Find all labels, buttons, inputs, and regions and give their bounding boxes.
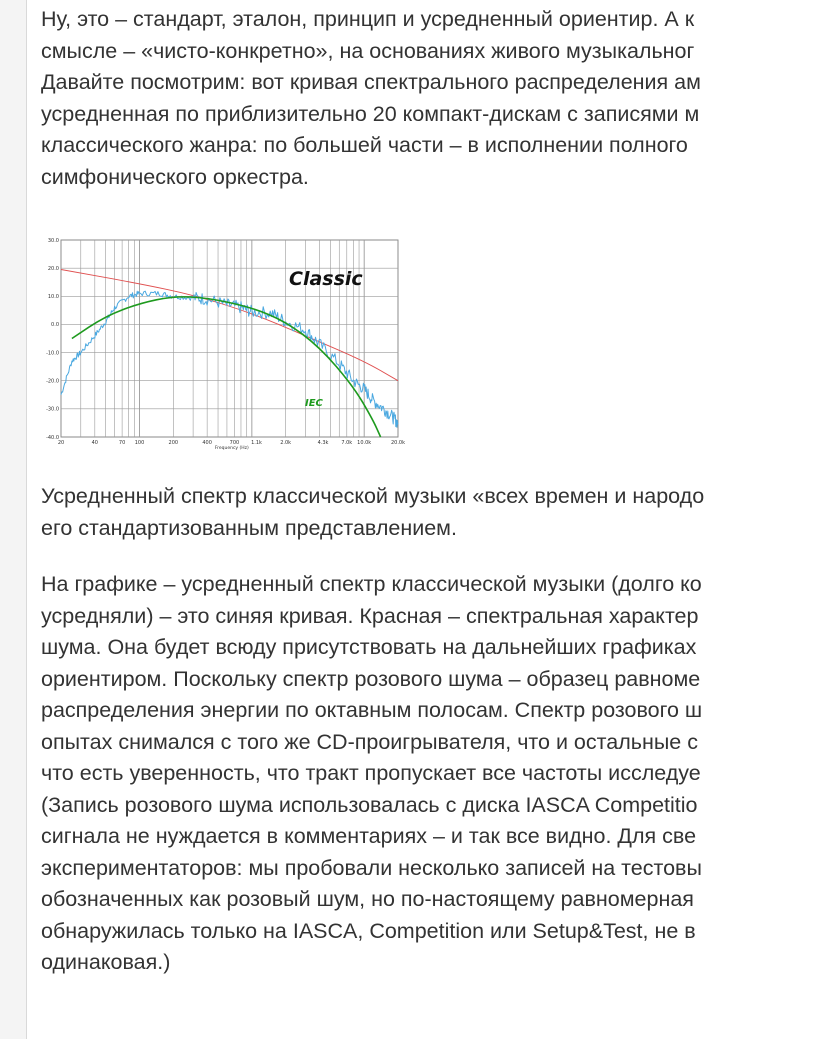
x-tick-label: 700 bbox=[229, 440, 240, 446]
paragraph-explanation bbox=[41, 569, 702, 979]
text-line: ориентиром. Поскольку спектр розового шума – образец равноме bbox=[41, 666, 701, 691]
text-line: обнаружилась только на IASCA, Competition или Setup&Test, не в bbox=[41, 918, 696, 943]
text-line: шума. Она будет всюду присутствовать на дальнейших графиках bbox=[41, 635, 697, 659]
text-line: обозначенных как розовый шум, но по-настоящему равномерная bbox=[41, 887, 694, 911]
text-line: усредняли) – это синяя кривая. Красная – спектральная характер bbox=[41, 603, 699, 628]
y-tick-label: -10.0 bbox=[46, 350, 59, 357]
y-tick-label: 10.0 bbox=[47, 294, 59, 301]
text-line: Давайте посмотрим: вот кривая спектрального распределения ам bbox=[41, 70, 701, 94]
text-line: сигнала не нуждается в комментариях – и так все видно. Для све bbox=[41, 824, 697, 848]
spectrum-chart bbox=[41, 230, 411, 458]
text-line: распределения энергии по октавным полосам. Спектр розового ш bbox=[41, 698, 703, 722]
spectrum-chart-svg bbox=[41, 230, 411, 458]
text-line: симфонического оркестра. bbox=[41, 164, 309, 189]
paragraph-caption bbox=[41, 481, 704, 544]
x-tick-label: 20.0k bbox=[390, 440, 406, 446]
text-line: его стандартизованным представлением. bbox=[41, 515, 457, 540]
x-axis-title: Frequency (Hz) bbox=[214, 446, 249, 451]
text-line: экспериментаторов: мы пробовали несколько записей на тестовы bbox=[41, 855, 702, 880]
text-line: Усредненный спектр классической музыки «всех времен и народо bbox=[41, 484, 705, 508]
article-content bbox=[41, 0, 828, 1039]
iec-series-label: IEC bbox=[305, 398, 323, 409]
y-tick-labels bbox=[46, 238, 59, 441]
x-tick-label: 2.0k bbox=[280, 440, 292, 446]
x-tick-label: 4.3k bbox=[317, 440, 329, 446]
text-line: опытах снимался с того же CD-проигрывателя, что и остальные с bbox=[41, 729, 698, 754]
x-tick-label: 200 bbox=[168, 440, 179, 446]
x-tick-label: 400 bbox=[202, 440, 212, 446]
text-line: усредненная по приблизительно 20 компакт-дискам с записями м bbox=[41, 101, 700, 126]
chart-title: Classic bbox=[289, 268, 363, 290]
x-tick-label: 40 bbox=[91, 440, 99, 446]
text-line: (Запись розового шума использовалась с диска IASCA Competitio bbox=[41, 792, 698, 817]
y-tick-label: 30.0 bbox=[47, 237, 59, 244]
text-line: одинаковая.) bbox=[41, 950, 171, 974]
paragraph-intro bbox=[41, 4, 701, 193]
text-line: что есть уверенность, что тракт пропускает все частоты исследуе bbox=[41, 761, 701, 785]
y-tick-label: -40.0 bbox=[46, 434, 59, 441]
y-tick-label: 20.0 bbox=[47, 265, 59, 272]
y-tick-label: -20.0 bbox=[46, 378, 59, 385]
y-tick-label: -30.0 bbox=[46, 406, 59, 413]
text-line: Ну, это – стандарт, эталон, принцип и усредненный ориентир. А к bbox=[41, 7, 695, 31]
text-line: классического жанра: по большей части – в исполнении полного bbox=[41, 133, 688, 157]
y-tick-label: 0.0 bbox=[51, 322, 59, 329]
x-tick-label: 1.1k bbox=[251, 440, 262, 446]
text-line: смысле – «чисто-конкретно», на основаниях живого музыкальног bbox=[41, 38, 695, 63]
x-tick-label: 70 bbox=[118, 440, 126, 446]
x-tick-label: 20 bbox=[57, 440, 65, 446]
x-tick-label: 10.0k bbox=[357, 440, 372, 446]
text-line: На графике – усредненный спектр классической музыки (долго ко bbox=[41, 572, 702, 596]
x-tick-label: 7.0k bbox=[341, 440, 353, 446]
x-tick-label: 100 bbox=[134, 440, 145, 446]
left-rail bbox=[0, 0, 27, 1039]
